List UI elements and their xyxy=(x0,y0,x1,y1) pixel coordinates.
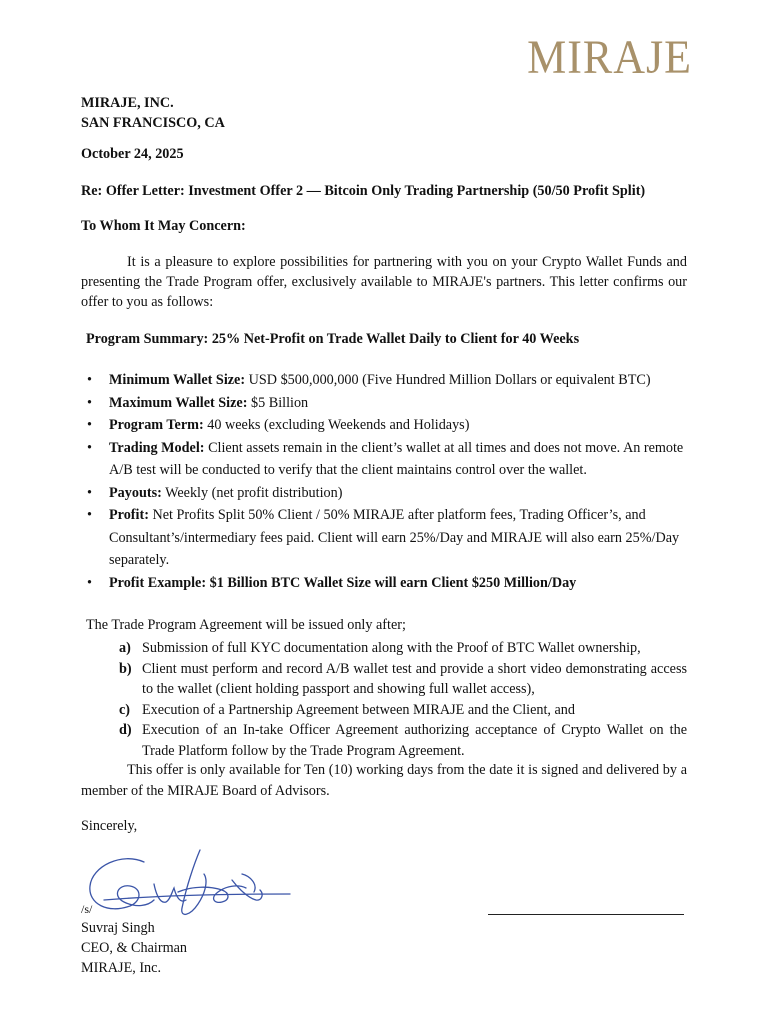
list-item xyxy=(81,659,687,700)
term-text: 40 weeks (excluding Weekends and Holidays) xyxy=(203,417,470,433)
condition-marker: b) xyxy=(119,660,132,677)
signer-title: CEO, & Chairman xyxy=(81,940,187,956)
list-item xyxy=(81,369,687,392)
sign-off: Sincerely, xyxy=(81,818,138,834)
term-text: $5 Billion xyxy=(247,394,309,411)
signer-company: MIRAJE, Inc. xyxy=(81,960,161,976)
closing-paragraph: This offer is only available for Ten (10) working days from the date it is signed and delivered by a member of the MIRAJE Board of Advisors. xyxy=(81,762,687,799)
bullet-icon: • xyxy=(87,484,92,501)
term-text: Net Profits Split 50% Client / 50% MIRAJE after platform fees, Trading Officer’s, and Consultant’s/intermediary fees paid. Client will earn 25%/Day and MIRAJE will also earn 25%/Day separately. xyxy=(109,507,680,568)
bullet-icon: • xyxy=(87,507,92,523)
list-item xyxy=(81,482,687,505)
company-name: MIRAJE, INC. xyxy=(81,95,174,111)
condition-marker: c) xyxy=(119,701,131,718)
bullet-icon: • xyxy=(87,394,92,411)
list-item xyxy=(81,720,687,761)
list-item xyxy=(81,392,687,415)
agreement-intro: The Trade Program Agreement will be issued only after; xyxy=(86,617,406,633)
term-label: Profit Example: $1 Billion BTC Wallet Size will earn Client $250 Million/Day xyxy=(109,574,577,591)
signer-block xyxy=(81,918,187,978)
conditions-list xyxy=(81,638,687,761)
bullet-icon: • xyxy=(87,574,92,591)
letterhead-address xyxy=(81,93,687,133)
letter-subject: Re: Offer Letter: Investment Offer 2 — Bitcoin Only Trading Partnership (50/50 Profit Split) xyxy=(81,183,646,199)
letter-date: October 24, 2025 xyxy=(81,146,184,162)
condition-marker: d) xyxy=(119,722,132,738)
term-label: Payouts: xyxy=(109,484,162,501)
list-item xyxy=(81,414,687,437)
signature-icon xyxy=(82,844,294,924)
terms-list xyxy=(81,369,687,594)
company-logo: MIRAJE xyxy=(527,30,692,84)
term-text: Weekly (net profit distribution) xyxy=(161,484,343,501)
condition-text: Submission of full KYC documentation along with the Proof of BTC Wallet ownership, xyxy=(142,640,641,656)
condition-text: Execution of an In-take Officer Agreement authorizing acceptance of Crypto Wallet on the Trade Platform follow by the Trade Program Agreement. xyxy=(142,722,687,759)
term-label: Program Term: xyxy=(109,417,204,433)
list-item xyxy=(81,437,687,482)
salutation: To Whom It May Concern: xyxy=(81,218,246,234)
condition-text: Client must perform and record A/B wallet test and provide a short video demonstrating access to the wallet (client holding passport and showing full wallet access), xyxy=(142,660,687,697)
bullet-icon: • xyxy=(87,417,92,433)
term-text: Client assets remain in the client’s wallet at all times and does not move. An remote A/B test will be conducted to verify that the client maintains control over the wallet. xyxy=(109,439,684,478)
bullet-icon: • xyxy=(87,439,92,456)
list-item xyxy=(81,572,687,595)
condition-text: Execution of a Partnership Agreement between MIRAJE and the Client, and xyxy=(142,701,575,718)
condition-marker: a) xyxy=(119,640,131,656)
program-summary: Program Summary: 25% Net-Profit on Trade Wallet Daily to Client for 40 Weeks xyxy=(86,331,580,347)
list-item xyxy=(81,638,687,659)
term-label: Trading Model: xyxy=(109,439,205,456)
intro-paragraph: It is a pleasure to explore possibilities for partnering with you on your Crypto Wallet Funds and presenting the Trade Program offer, exclusively available to MIRAJE's partners. This letter confirms our offer to you as follows: xyxy=(81,254,687,310)
bullet-icon: • xyxy=(87,372,92,388)
term-label: Maximum Wallet Size: xyxy=(109,394,248,411)
term-text: USD $500,000,000 (Five Hundred Million Dollars or equivalent BTC) xyxy=(245,372,651,388)
company-location: SAN FRANCISCO, CA xyxy=(81,115,225,131)
term-label: Minimum Wallet Size: xyxy=(109,372,246,388)
signer-name: Suvraj Singh xyxy=(81,920,155,936)
signature-line xyxy=(488,914,684,915)
list-item xyxy=(81,700,687,721)
signature-prefix: /s/ xyxy=(81,902,93,916)
list-item xyxy=(81,504,687,572)
term-label: Profit: xyxy=(109,507,149,523)
